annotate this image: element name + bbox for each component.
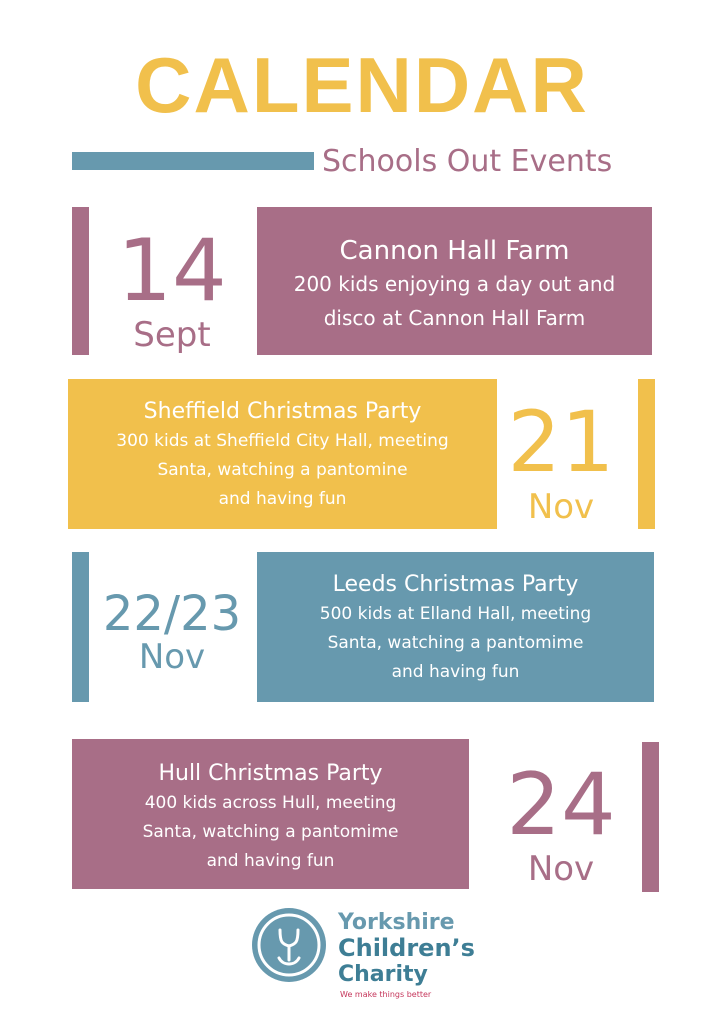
event-heading: Leeds Christmas Party (332, 572, 579, 597)
event-heading: Hull Christmas Party (158, 761, 383, 786)
event-heading: Cannon Hall Farm (339, 236, 570, 266)
smiley-face-logo-icon (252, 908, 326, 982)
event-month: Nov (138, 637, 206, 677)
logo-text-line: Yorkshire (338, 910, 455, 935)
event-description-line: Santa, watching a pantomime (142, 822, 399, 842)
event-description-line: Santa, watching a pantomine (157, 460, 408, 480)
event-accent-bar (72, 207, 89, 355)
event-description-line: and having fun (206, 851, 335, 871)
event-details-box (68, 379, 497, 529)
subtitle-accent-bar (72, 152, 314, 170)
event-day: 21 (507, 393, 615, 491)
event-description-line: 300 kids at Sheffield City Hall, meeting (116, 431, 449, 451)
event-details-box (257, 207, 652, 355)
event-details-box (72, 739, 469, 889)
event-description-line: Santa, watching a pantomime (327, 633, 584, 653)
event-description-line: disco at Cannon Hall Farm (323, 306, 586, 330)
page-title: CALENDAR (135, 41, 589, 129)
event-month: Sept (133, 315, 211, 355)
event-month: Nov (527, 487, 595, 527)
logo-mark-icon (252, 908, 326, 982)
event-heading: Sheffield Christmas Party (143, 399, 422, 424)
page-subtitle: Schools Out Events (322, 144, 613, 179)
event-accent-bar (642, 742, 659, 892)
event-description-line: and having fun (391, 662, 520, 682)
event-description-line: 200 kids enjoying a day out and (293, 272, 616, 296)
event-accent-bar (638, 379, 655, 529)
event-day: 24 (506, 755, 616, 855)
event-day: 14 (117, 221, 227, 321)
event-month: Nov (527, 849, 595, 889)
event-accent-bar (72, 552, 89, 702)
event-details-box (257, 552, 654, 702)
logo-tagline: We make things better (340, 990, 432, 999)
event-day: 22/23 (102, 586, 242, 642)
logo-text-line: Charity (338, 962, 428, 987)
event-description-line: 500 kids at Elland Hall, meeting (319, 604, 592, 624)
event-description-line: 400 kids across Hull, meeting (144, 793, 397, 813)
event-description-line: and having fun (218, 489, 347, 509)
logo-text-line: Children’s (338, 934, 475, 962)
